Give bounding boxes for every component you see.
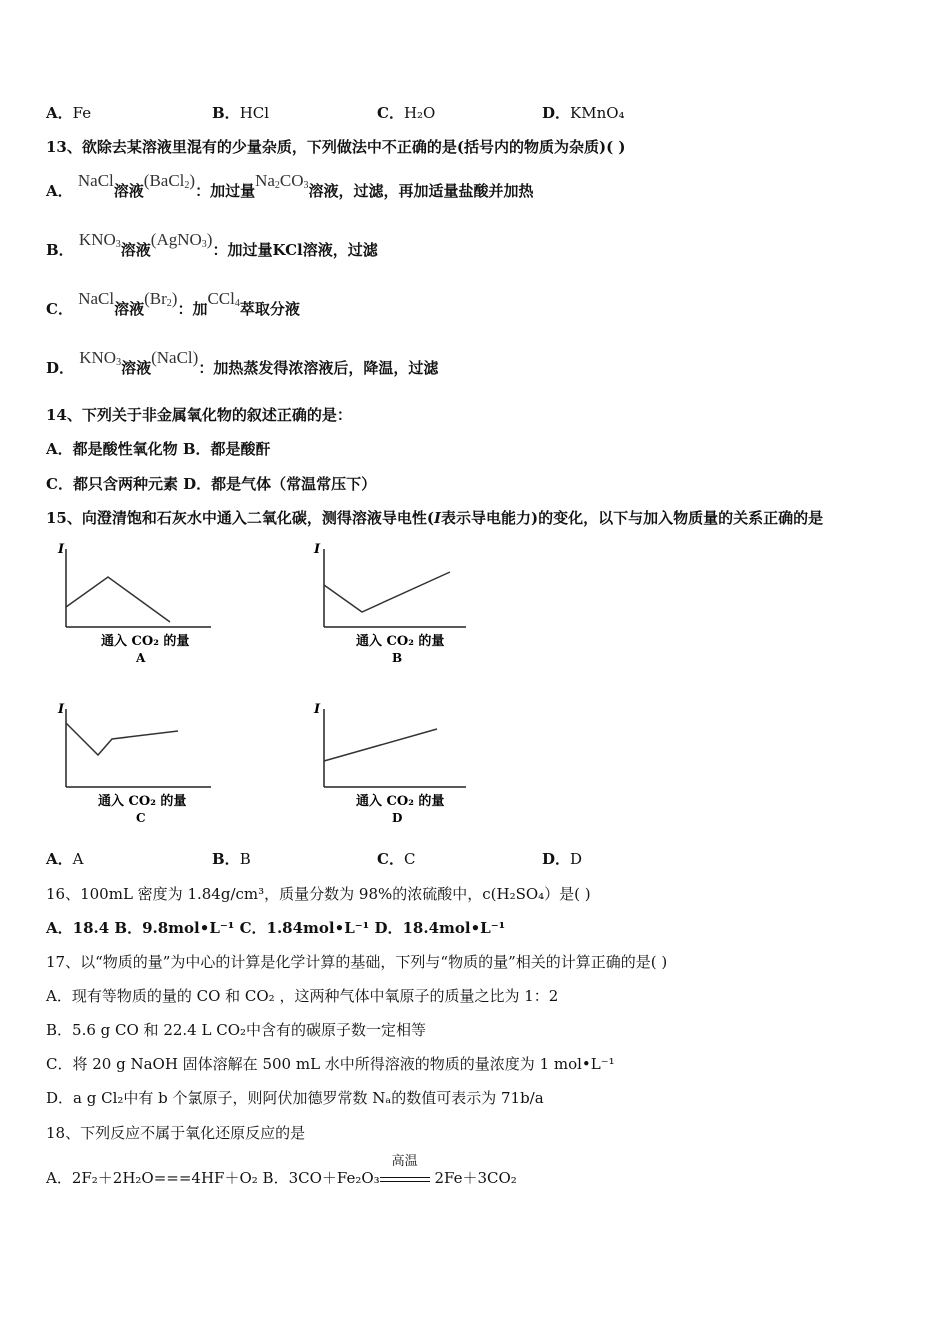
graph-d-curve bbox=[324, 729, 437, 761]
q17-option-d: D．a g Cl₂中有 b 个氯原子，则阿伏加德罗常数 Nₐ的数值可表示为 71b/a bbox=[46, 1089, 544, 1107]
graph-d bbox=[306, 695, 506, 839]
graph-d-xlabel: 通入 CO₂ 的量 bbox=[356, 794, 445, 809]
q16-options: A．18.4 B．9.8mol•L⁻¹ C．1.84mol•L⁻¹ D．18.4mol•L⁻¹ bbox=[46, 919, 506, 937]
graph-c-id: C bbox=[136, 811, 146, 825]
q12-option-c: C．H₂O bbox=[377, 104, 436, 122]
q13-option-b: B． $KNO_3$溶液(AgNO$_3$)：加过量KCl溶液，过滤 bbox=[46, 230, 378, 259]
graph-b-ylabel: I bbox=[314, 542, 321, 557]
q17-option-a: A．现有等物质的量的 CO 和 CO₂ ，这两种气体中氧原子的质量之比为 1：2 bbox=[46, 987, 559, 1005]
graph-a-id: A bbox=[136, 651, 146, 665]
q12-option-d: D．KMnO₄ bbox=[542, 104, 625, 122]
q14-stem: 14、下列关于非金属氧化物的叙述正确的是： bbox=[46, 406, 352, 424]
q16-stem: 16、100mL 密度为 1.84g/cm³，质量分数为 98%的浓硫酸中，c(H₂SO₄）是( ) bbox=[46, 885, 591, 903]
q18-stem: 18、下列反应不属于氧化还原反应的是 bbox=[46, 1124, 306, 1142]
q13-option-a: A． NaCl溶液(BaCl$_2$)：加过量$Na_2CO_3$溶液，过滤，再加适量盐酸并加热 bbox=[46, 171, 534, 200]
graph-c-ylabel: I bbox=[58, 702, 65, 717]
graph-d-ylabel: I bbox=[314, 702, 321, 717]
graph-a bbox=[46, 535, 246, 679]
q17-option-b: B．5.6 g CO 和 22.4 L CO₂中含有的碳原子数一定相等 bbox=[46, 1021, 427, 1039]
q13-option-d: D． $KNO_3$溶液(NaCl)：加热蒸发得浓溶液后，降温，过滤 bbox=[46, 348, 439, 377]
graph-c-curve bbox=[66, 723, 178, 755]
q15-option-d: D．D bbox=[542, 850, 583, 868]
q12-option-b: B．HCl bbox=[212, 104, 270, 122]
graph-b-curve bbox=[324, 572, 450, 612]
graph-d-id: D bbox=[392, 811, 403, 825]
q12-option-a: A．Fe bbox=[46, 104, 92, 122]
graph-b-id: B bbox=[392, 651, 403, 665]
q15-option-b: B．B bbox=[212, 850, 251, 868]
graph-b-xlabel: 通入 CO₂ 的量 bbox=[356, 634, 445, 649]
q15-option-c: C．C bbox=[377, 850, 416, 868]
q14-options-row2: C．都只含两种元素 D．都是气体（常温常压下） bbox=[46, 475, 377, 493]
q13-stem: 13、欲除去某溶液里混有的少量杂质，下列做法中不正确的是(括号内的物质为杂质)( ) bbox=[46, 138, 626, 156]
graph-a-ylabel: I bbox=[58, 542, 65, 557]
graph-a-curve bbox=[66, 577, 170, 622]
q15-option-a: A．A bbox=[46, 850, 84, 868]
graph-c-xlabel: 通入 CO₂ 的量 bbox=[98, 794, 187, 809]
q13-option-c: C． NaCl溶液$(Br_2)$：加CCl$_4$萃取分液 bbox=[46, 289, 300, 318]
q18-options: A．2F₂＋2H₂O===4HF＋O₂ B．3CO＋Fe₂O₃ 高温 2Fe＋3CO₂ bbox=[46, 1154, 517, 1187]
graph-c bbox=[46, 695, 246, 839]
q17-option-c: C．将 20 g NaOH 固体溶解在 500 mL 水中所得溶液的物质的量浓度为 1 mol•L⁻¹ bbox=[46, 1055, 615, 1073]
reaction-condition: 高温 bbox=[380, 1168, 430, 1188]
q15-stem: 15、向澄清饱和石灰水中通入二氧化碳，测得溶液导电性(I表示导电能力)的变化，以下与加入物质量的关系正确的是 bbox=[46, 509, 824, 527]
q17-stem: 17、以“物质的量”为中心的计算是化学计算的基础，下列与“物质的量”相关的计算正确的是( ) bbox=[46, 953, 668, 971]
graph-b bbox=[306, 535, 506, 679]
graph-a-xlabel: 通入 CO₂ 的量 bbox=[101, 634, 190, 649]
q14-options-row1: A．都是酸性氧化物 B．都是酸酐 bbox=[46, 440, 271, 458]
